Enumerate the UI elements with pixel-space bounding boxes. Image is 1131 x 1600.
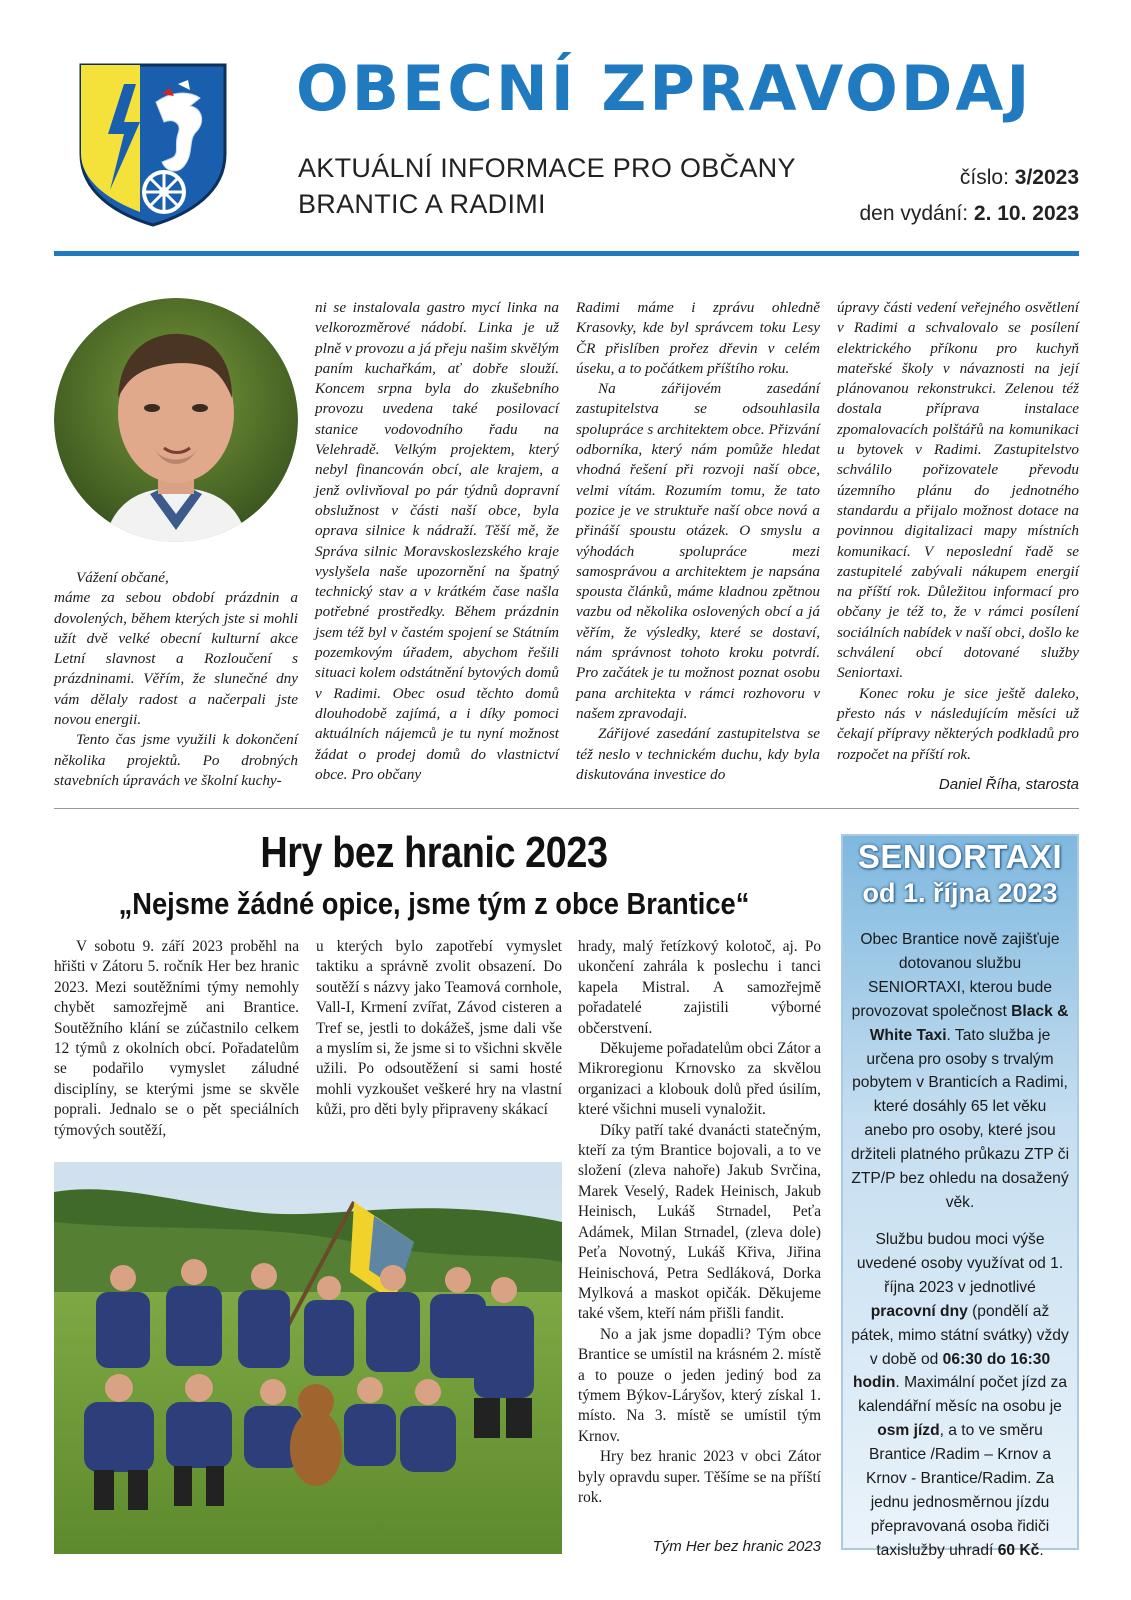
section-divider: [54, 808, 1079, 809]
issue-info: [799, 160, 1079, 232]
editorial-paragraph: Zářijové zasedání zastupitelstva se též neslo v technickém duchu, kdy byla diskutována investice do: [576, 725, 820, 783]
article-column-3: [578, 937, 821, 1508]
seniortaxi-text: . Maximální počet jízd za kalendářní měsíc na osobu je: [858, 1374, 1068, 1416]
editorial-paragraph: máme za sebou období prázdnin a dovolených, během kterých jste si mohli užít dvě velké obecní kulturní akce Letní slavnost a Rozloučení s prázdninami. Věřím, že slunečné dny vám dělaly radost a načerpali jste novou energii.: [54, 589, 298, 729]
article-paragraph: Hry bez hranic 2023 v obci Zátor byly opravdu super. Těšíme se na příští rok.: [578, 1448, 821, 1506]
masthead-subtitle: [298, 150, 818, 222]
subtitle-line-2: BRANTIC A RADIMI: [298, 189, 546, 219]
date-label: den vydání:: [859, 202, 969, 225]
subtitle-line-1: AKTUÁLNÍ INFORMACE PRO OBČANY: [298, 153, 796, 183]
editorial-column-4: [837, 298, 1079, 765]
taxi-company-name: Black & White Taxi: [869, 1002, 1069, 1044]
issue-label: číslo:: [959, 166, 1009, 189]
article-paragraph: hrady, malý řetízkový kolotoč, aj. Po ukončení zahrála k poslechu i tanci kapela Mistral. A samozřejmě pořadatelé zajistili výborné občerstvení.: [578, 938, 821, 1037]
article-column-1: [54, 937, 299, 1141]
header-divider: [54, 251, 1079, 256]
article-paragraph: Díky patří také dvanácti statečným, kteří za tým Brantice bojovali, a to ve složení (zleva nahoře) Jakub Svrčina, Marek Veselý, Radek Heinisch, Jakub Heinisch, Lukáš Strnadel, Peťa Adámek, Milan Strnadel, (zleva dole) Peťa Novotný, Lukáš Křiva, Jiřina Heinischová, Petra Sedláková, Dorka Mylková a maskot opičák. Děkujeme také všem, kteří nám přišli fandit.: [578, 1121, 821, 1323]
seniortaxi-text: (pondělí až pátek, mimo státní svátky) vždy v době od: [851, 1302, 1069, 1368]
service-hours: 06:30 do 16:30 hodin: [852, 1350, 1051, 1392]
seniortaxi-subtitle: od 1. října 2023: [862, 878, 1058, 908]
issue-number: 3/2023: [1014, 166, 1079, 189]
ride-limit: osm jízd: [877, 1422, 940, 1440]
service-days: pracovní dny: [870, 1302, 968, 1320]
editorial-column-1: [54, 568, 298, 791]
article-paragraph: u kterých bylo zapotřebí vymyslet taktiku a správně zvolit obsazení. Do soutěží s názvy jako Teamová cornhole, Vall-I, Krmení zvířat, Závod cisteren a Tref se, jestli to dokážeš, jsme dali vše a myslím si, že jsme si to všichni skvěle užili. Po odsoutěžení si sami hosté mohli vyzkoušet veškeré hry na vlastní kůži, pro děti byly připraveny skákací: [316, 938, 562, 1119]
municipal-coat-of-arms: [78, 62, 228, 228]
mayor-portrait-photo: [54, 298, 298, 542]
seniortaxi-text: .: [1039, 1541, 1044, 1559]
editorial-column-2: [315, 298, 559, 785]
seniortaxi-text: Službu budou moci výše uvedené osoby využívat od 1. října 2023 v jednotlivé: [856, 1231, 1064, 1296]
editorial-greeting: Vážení občané,: [76, 569, 169, 586]
seniortaxi-title: SENIORTAXI: [857, 838, 1063, 875]
masthead-title: OBECNÍ ZPRAVODAJ: [296, 52, 1033, 125]
seniortaxi-text: Obec Brantice nově zajišťuje dotovanou službu SENIORTAXI, kterou bude provozovat společnost: [851, 931, 1060, 1020]
article-column-2: [316, 937, 562, 1121]
editorial-paragraph: Konec roku je sice ještě daleko, přesto nás v následujícím měsíci už čekají přípravy některých podkladů pro rozpočet na příští rok.: [837, 684, 1079, 763]
editorial-paragraph: Tento čas jsme využili k dokončení několika projektů. Po drobných stavebních úpravách ve školní kuchy-: [54, 731, 298, 789]
photo-caption: Tým Her bez hranic 2023: [652, 1538, 821, 1555]
editorial-paragraph: Na zářijovém zasedání zastupitelstva se odsouhlasila spolupráce s architektem obce. Přizvání odborníka, který nám pomůže hledat vhodná řešení při rozvoji naší obce, velmi vítám. Rozumím tomu, že tato pozice je ve struktuře naší obce nová a přináší spoustu otázek. O smyslu a výhodách spolupráce mezi samosprávou a architektem je napsána spousta článků, máme kladnou zpětnou vazbu od několika oslovených obcí a já věřím, že výsledky, které se dostaví, nám správnost tohoto kroku potvrdí. Pro začátek je tu možnost poznat osobu pana architekta v rámci rozhovoru v našem zpravodaji.: [576, 380, 820, 722]
article-title: Hry bez hranic 2023: [260, 828, 608, 877]
team-group-photo: [54, 1162, 562, 1554]
editorial-signature: Daniel Říha, starosta: [938, 776, 1079, 793]
article-paragraph: Děkujeme pořadatelům obci Zátor a Mikroregionu Krnovsko za skvělou organizaci a klobouk dolů před úsilím, které všichni museli vynaložit.: [578, 1040, 821, 1119]
editorial-column-3: [576, 298, 820, 785]
seniortaxi-paragraph-2: [850, 1228, 1070, 1563]
seniortaxi-text: , a to ve směru Brantice /Radim – Krnov a Krnov - Brantice/Radim. Za jednu jednosměrnou jízdu přepravovaná osoba řidiči taxislužby uhradí: [865, 1422, 1055, 1559]
issue-date: 2. 10. 2023: [973, 202, 1079, 225]
editorial-paragraph: ni se instalovala gastro mycí linka na velkorozměrové nádobí. Linka je už plně v provozu a já přeju našim skvělým paním kuchařkám, ať dobře slouží. Koncem srpna byla do zkušebního provozu uvedena také posilovací stanice vodovodního řadu na Velehradě. Velkým projektem, který nebyl financován obcí, ale krajem, a jenž ovlivňoval po pár týdnů dopravní obslužnost v části naší obce, byla oprava silnice k nádraží. Těší mě, že Správa silnic Moravskoslezského kraje vyslyšela naše upozornění na špatný technický stav a v krátkém čase našla potřebné prostředky. Během prázdnin jsem též byl v častém spojení se Státním pozemkovým úřadem, abychom řešili situaci kolem odstátnění bytových domů v Radimi. Obec osud těchto domů dlouhodobě zajímá, a i díky pomoci aktuálních nájemců je tu nyní možnost žádat o prodej domů do vlastnictví obce. Pro občany: [315, 299, 559, 783]
article-paragraph: V sobotu 9. září 2023 proběhl na hřišti v Zátoru 5. ročník Her bez hranic 2023. Mezi soutěžními týmy nemohly chybět samozřejmě ani Brantice. Soutěžního klání se zúčastnilo celkem 12 týmů z okolních obcí. Pořadatelům se podařilo vymyslet záludné disciplíny, se kterými jsme se skvěle poprali. Jednalo se o pět speciálních týmových soutěží,: [54, 938, 299, 1139]
article-subtitle: „Nejsme žádné opice, jsme tým z obce Brantice“: [118, 886, 750, 921]
ride-price: 60 Kč: [997, 1541, 1040, 1559]
editorial-paragraph: Radimi máme i zprávu ohledně Krasovky, kde byl správcem toku Lesy ČR přislíben prořez dřevin v celém úseku, a to počátkem příštího roku.: [576, 299, 820, 377]
seniortaxi-paragraph-1: [850, 928, 1070, 1215]
editorial-paragraph: úpravy části vedení veřejného osvětlení v Radimi a schvalovalo se posílení elektrického příkonu pro kuchyň mateřské školy v návaznosti na její plánovanou rekonstrukci. Zelenou též dostala příprava instalace zpomalovacích polštářů na komunikaci u bytovek v Radimi. Zastupitelstvo schválilo pořizovatele převodu územního plánu do jednotného standardu a přijalo možnost dotace na povinnou digitalizaci mapy místních komunikací. V neposlední řadě se zastupitelé zabývali nákupem energií na příští rok. Důležitou informací pro občany je též to, že v rámci posílení sociálních nabídek v naší obci, došlo ke schválení obcí dotované služby Seniortaxi.: [837, 299, 1079, 682]
seniortaxi-text: . Tato služba je určena pro osoby s trvalým pobytem v Branticích a Radimi, které dosáhly 65 let věku anebo pro osoby, které jsou držiteli platného průkazu ZTP či ZTP/P bez ohledu na dosažený věk.: [850, 1026, 1070, 1211]
article-paragraph: No a jak jsme dopadli? Tým obce Brantice se umístil na krásném 2. místě a to pouze o jeden jediný bod za týmem Býkov-Láryšov, který získal 1. místo. Na 3. místě se umístil tým Krnov.: [578, 1325, 821, 1445]
